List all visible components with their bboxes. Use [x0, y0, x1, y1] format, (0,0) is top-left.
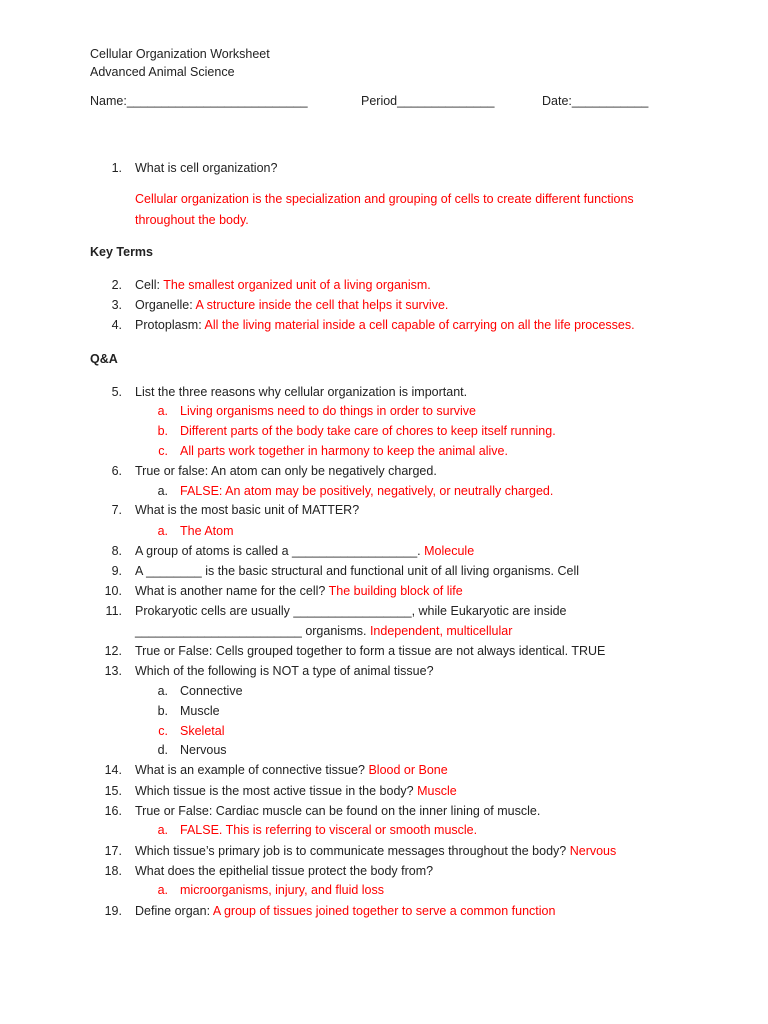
answer-5b: Different parts of the body take care of chores to keep itself running.: [180, 424, 556, 438]
option-13c-correct: Skeletal: [180, 724, 225, 738]
answer-letter: a.: [157, 484, 168, 498]
answer-7: The Atom: [180, 524, 234, 538]
question-number: 14.: [104, 763, 122, 777]
option-13d: Nervous: [180, 743, 227, 757]
question-number: 5.: [111, 385, 122, 399]
option-letter: a.: [157, 684, 168, 698]
question-12: True or False: Cells grouped together to form a tissue are not always identical. TRUE: [135, 644, 606, 658]
question-number: 18.: [104, 864, 122, 878]
key-term-cell: Cell: The smallest organized unit of a living organism.: [135, 278, 431, 292]
worksheet-title: Cellular Organization Worksheet: [90, 47, 270, 61]
question-8: A group of atoms is called a __________________. Molecule: [135, 544, 475, 558]
question-number: 4.: [111, 318, 122, 332]
question-7: What is the most basic unit of MATTER?: [135, 503, 360, 517]
question-15: Which tissue is the most active tissue in the body? Muscle: [135, 784, 457, 798]
answer-1-line-2: throughout the body.: [135, 213, 249, 227]
answer-letter: a.: [157, 404, 168, 418]
question-number: 11.: [105, 604, 122, 618]
question-number: 1.: [111, 161, 122, 175]
answer-letter: b.: [157, 424, 168, 438]
answer-19: A group of tissues joined together to serve a common function: [212, 904, 556, 918]
question-5: List the three reasons why cellular organization is important.: [135, 385, 468, 399]
question-number: 6.: [111, 464, 122, 478]
section-heading-key-terms: Key Terms: [90, 245, 153, 259]
question-10: What is another name for the cell? The building block of life: [135, 584, 463, 598]
key-term-protoplasm: Protoplasm: All the living material inside a cell capable of carrying on all the life processes.: [135, 318, 635, 332]
question-number: 8.: [111, 544, 122, 558]
answer-11: Independent, multicellular: [369, 624, 513, 638]
answer-1-line-1: Cellular organization is the specialization and grouping of cells to create different functions: [135, 192, 634, 206]
question-number: 16.: [104, 804, 122, 818]
question-number: 10.: [104, 584, 122, 598]
answer-5a: Living organisms need to do things in order to survive: [180, 404, 476, 418]
answer-8: Molecule: [424, 544, 475, 558]
date-field: Date:___________: [542, 94, 649, 108]
key-term-definition: The smallest organized unit of a living organism.: [163, 278, 431, 292]
answer-6: FALSE: An atom may be positively, negatively, or neutrally charged.: [180, 484, 554, 498]
key-term-organelle: Organelle: A structure inside the cell that helps it survive.: [135, 298, 449, 312]
answer-14: Blood or Bone: [368, 763, 448, 777]
answer-10: The building block of life: [328, 584, 463, 598]
answer-letter: a.: [157, 823, 168, 837]
period-field: Period______________: [361, 94, 495, 108]
question-number: 12.: [104, 644, 122, 658]
answer-5c: All parts work together in harmony to keep the animal alive.: [180, 444, 508, 458]
question-14: What is an example of connective tissue? Blood or Bone: [135, 763, 448, 777]
answer-15: Muscle: [417, 784, 457, 798]
question-19: Define organ: A group of tissues joined together to serve a common function: [135, 904, 556, 918]
question-11-line-1: Prokaryotic cells are usually _________________, while Eukaryotic are inside: [135, 604, 567, 618]
question-number: 7.: [111, 503, 122, 517]
answer-letter: a.: [157, 883, 168, 897]
question-11-line-2: ________________________ organisms. Independent, multicellular: [135, 624, 513, 638]
answer-16: FALSE. This is referring to visceral or smooth muscle.: [180, 823, 478, 837]
question-1: What is cell organization?: [135, 161, 278, 175]
section-heading-qa: Q&A: [90, 352, 118, 366]
option-letter: b.: [157, 704, 168, 718]
question-number: 15.: [104, 784, 122, 798]
question-number: 9.: [111, 564, 122, 578]
option-13b: Muscle: [180, 704, 220, 718]
question-13: Which of the following is NOT a type of animal tissue?: [135, 664, 434, 678]
question-number: 3.: [111, 298, 122, 312]
question-number: 2.: [111, 278, 122, 292]
question-9: A ________ is the basic structural and functional unit of all living organisms. Cell: [135, 564, 580, 578]
option-letter: d.: [157, 743, 168, 757]
question-number: 19.: [104, 904, 122, 918]
answer-letter: c.: [158, 444, 168, 458]
option-13a: Connective: [180, 684, 243, 698]
answer-letter: a.: [157, 524, 168, 538]
question-6: True or false: An atom can only be negatively charged.: [135, 464, 437, 478]
question-16: True or False: Cardiac muscle can be found on the inner lining of muscle.: [135, 804, 541, 818]
key-term-definition: A structure inside the cell that helps it survive.: [195, 298, 449, 312]
question-17: Which tissue’s primary job is to communicate messages throughout the body? Nervous: [135, 844, 617, 858]
answer-17: Nervous: [569, 844, 617, 858]
question-18: What does the epithelial tissue protect the body from?: [135, 864, 434, 878]
option-letter: c.: [158, 724, 168, 738]
question-number: 13.: [104, 664, 122, 678]
course-name: Advanced Animal Science: [90, 65, 235, 79]
answer-18: microorganisms, injury, and fluid loss: [180, 883, 385, 897]
name-field: Name:__________________________: [90, 94, 308, 108]
key-term-definition: All the living material inside a cell capable of carrying on all the life processes.: [204, 318, 635, 332]
question-number: 17.: [104, 844, 122, 858]
